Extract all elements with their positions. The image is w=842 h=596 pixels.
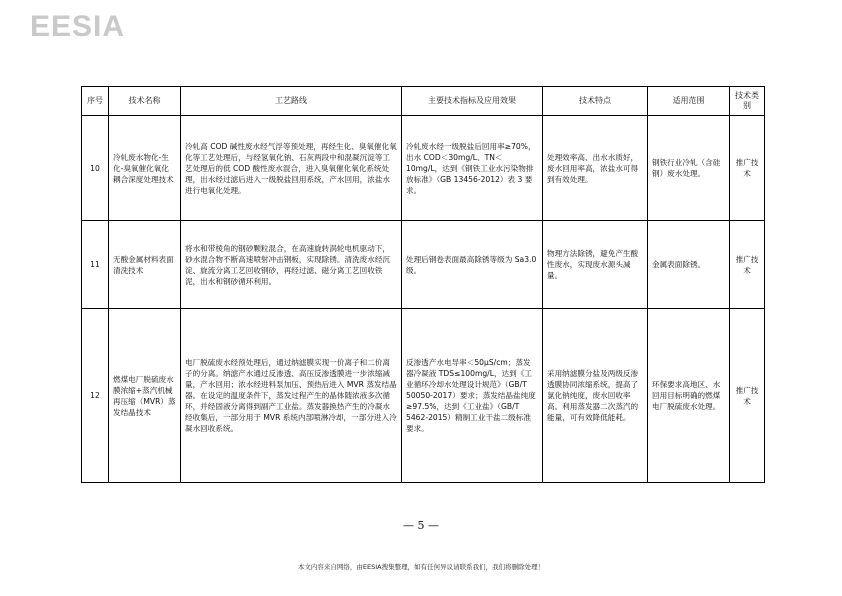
row-indicators: 反渗透产水电导率＜50μS/cm；蒸发器冷凝液 TDS≤100mg/L，达到《工业循环冷却水处理设计规范》（GB/T 50050-2017）要求；蒸发结晶盐纯度≥97.5%，达到《工业盐》（GB/T 5462-2015）精制工业干盐二级标准要求。	[402, 309, 543, 483]
row-tech-name: 燃煤电厂脱硫废水膜浓缩+蒸汽机械再压缩（MVR）蒸发结晶技术	[109, 309, 181, 483]
row-features: 采用纳滤膜分盐及两级反渗透膜协同浓缩系统，提高了氯化钠纯度，废水回收率高。利用蒸发器二次蒸汽的能量，可有效降低能耗。	[543, 309, 648, 483]
row-process-route: 冷轧高 COD 碱性废水经气浮等预处理，再经生化、臭氧催化氧化等工艺处理后，与经氢氧化钠、石灰两段中和混凝沉淀等工艺处理后的低 COD 酸性废水混合，进入臭氧催化氧化系统处理，出水经过滤后进入一级脱盐回用系统，产水回用，浓盐水进行电氧化处理。	[181, 116, 402, 221]
table-row	[82, 309, 765, 483]
header-features: 技术特点	[543, 87, 648, 116]
row-scope: 金属表面除锈。	[648, 221, 730, 309]
row-category: 推广技术	[730, 221, 765, 309]
table-row	[82, 221, 765, 309]
header-process-route: 工艺路线	[181, 87, 402, 116]
header-indicators: 主要技术指标及应用效果	[402, 87, 543, 116]
page-number: — 5 —	[403, 519, 439, 532]
technology-table	[81, 86, 765, 483]
row-scope: 环保要求高地区、水回用目标明确的燃煤电厂脱硫废水处理。	[648, 309, 730, 483]
row-category: 推广技术	[730, 116, 765, 221]
row-process-route: 电厂脱硫废水经预处理后，通过纳滤膜实现一价离子和二价离子的分离。纳滤产水通过反渗透、高压反渗透膜进一步浓缩减量，产水回用；浓水经进料泵加压、预热后进入 MVR 蒸发结晶器。在设定的温度条件下，蒸发过程产生的晶体随浓液多次循环，并经固液分离得到副产工业盐。蒸发器换热产生的冷凝水经收集后，一部分用于 MVR 系统内部喷淋冷却，一部分进入冷凝水回收系统。	[181, 309, 402, 483]
row-features: 物理方法除锈，避免产生酸性废水，实现废水源头减量。	[543, 221, 648, 309]
header-scope: 适用范围	[648, 87, 730, 116]
row-process-route: 将水和带棱角的钢砂颗粒混合，在高速旋转涡轮电机驱动下，砂水混合物不断高速喷射冲击钢板，实现除锈。清洗废水经沉淀、旋流分离工艺回收钢砂，再经过滤、磁分离工艺回收铁泥，出水和钢砂循环利用。	[181, 221, 402, 309]
row-number: 11	[82, 221, 109, 309]
row-number: 12	[82, 309, 109, 483]
row-tech-name: 冷轧废水物化-生化-臭氧催化氧化耦合深度处理技术	[109, 116, 181, 221]
row-indicators: 处理后钢卷表面最高除锈等级为 Sa3.0 级。	[402, 221, 543, 309]
header-category: 技术类别	[730, 87, 765, 116]
row-indicators: 冷轧废水经一级脱盐后回用率≥70%，出水 COD＜30mg/L、TN＜10mg/L，达到《钢铁工业水污染物排放标准》（GB 13456-2012）表 3 要求。	[402, 116, 543, 221]
header-number: 序号	[82, 87, 109, 116]
row-scope: 钢铁行业冷轧（含硅钢）废水处理。	[648, 116, 730, 221]
row-features: 处理效率高、出水水质好，废水回用率高，浓盐水可得到有效处理。	[543, 116, 648, 221]
eesia-watermark-logo: EESIA	[30, 10, 126, 43]
footer-disclaimer: 本文内容来自网络，由EESIA搜集整理，如有任何异议请联系我们，我们将删除处理！	[297, 563, 545, 571]
header-tech-name: 技术名称	[109, 87, 181, 116]
table-row	[82, 116, 765, 221]
row-tech-name: 无酸金属材料表面清洗技术	[109, 221, 181, 309]
table-header-row	[82, 87, 765, 116]
row-number: 10	[82, 116, 109, 221]
row-category: 推广技术	[730, 309, 765, 483]
